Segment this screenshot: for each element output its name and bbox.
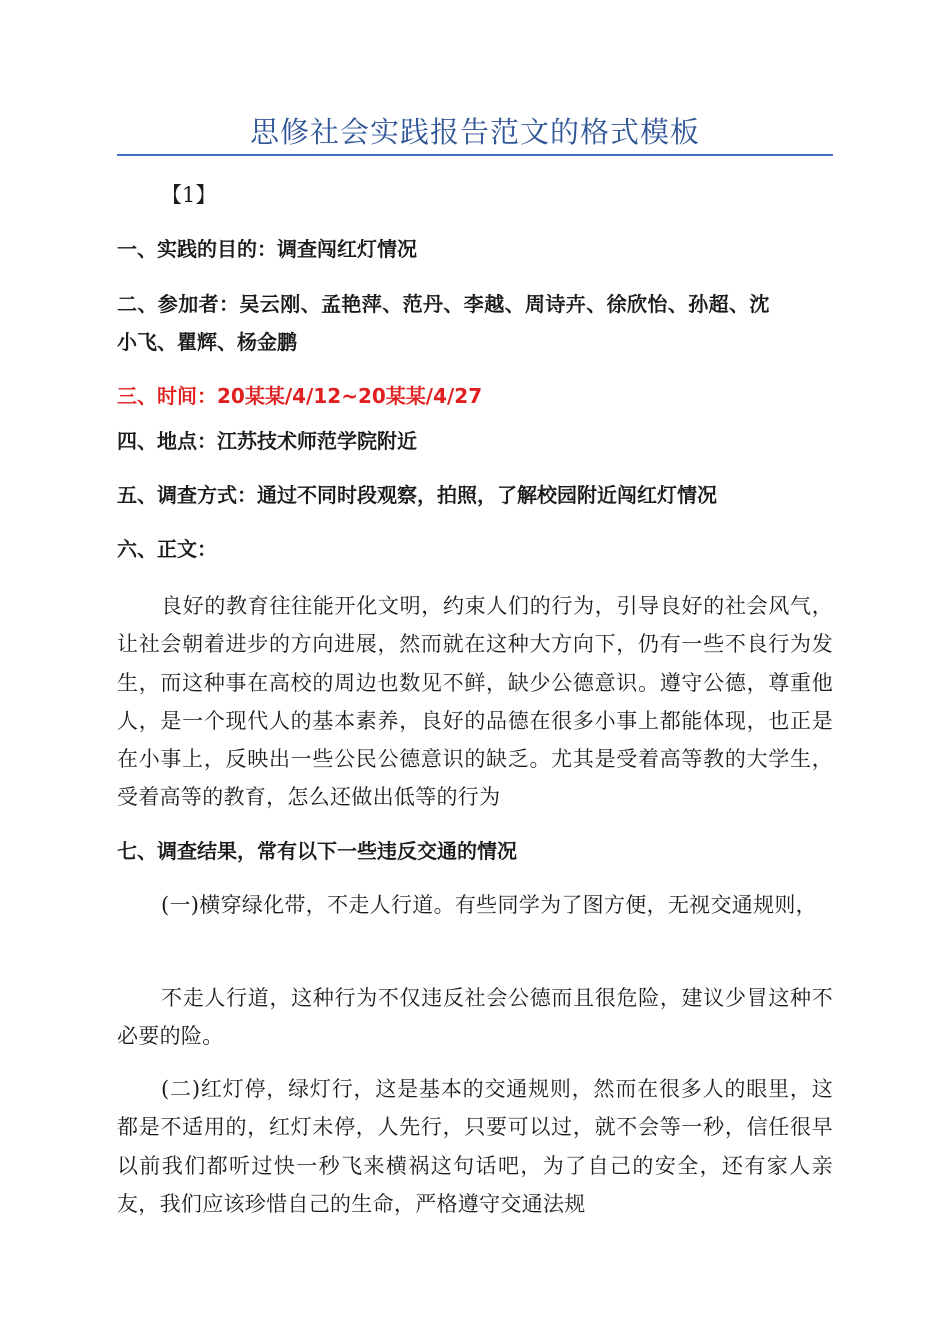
paragraph-result-1: (一)横穿绿化带，不走人行道。有些同学为了图方便，无视交通规则， xyxy=(161,893,817,917)
item-time: 三、时间：20某某/4/12~20某某/4/27 xyxy=(117,384,483,408)
item-method: 五、调查方式：通过不同时段观察，拍照，了解校园附近闯红灯情况 xyxy=(117,483,717,507)
paragraph-intro: 良好的教育往往能开化文明，约束人们的行为，引导良好的社会风气，让社会朝着进步的方向进展，然而就在这种大方向下，仍有一些不良行为发生，而这种事在高校的周边也数见不鲜，缺少公德意识。遵守公德，尊重他人，是一个现代人的基本素养，良好的品德在很多小事上都能体现，也正是在小事上，反映出一些公民公德意识的缺乏。尤其是受着高等教的大学生，受着高等的教育，怎么还做出低等的行为 xyxy=(117,594,833,810)
item-purpose: 一、实践的目的：调查闯红灯情况 xyxy=(117,237,417,261)
title-underline xyxy=(117,154,833,156)
item-results-heading: 七、调查结果，常有以下一些违反交通的情况 xyxy=(117,839,517,863)
paragraph-result-2: (二)红灯停，绿灯行，这是基本的交通规则，然而在很多人的眼里，这都是不适用的，红灯未停，人先行，只要可以过，就不会等一秒，信任很早以前我们都听过快一秒飞来横祸这句话吧，为了自己的安全，还有家人亲友，我们应该珍惜自己的生命，严格遵守交通法规 xyxy=(117,1077,833,1216)
section-marker: 【1】 xyxy=(161,183,217,207)
paragraph-result-1-continued: 不走人行道，这种行为不仅违反社会公德而且很危险，建议少冒这种不必要的险。 xyxy=(117,986,833,1049)
item-participants-line2: 小飞、瞿辉、杨金鹏 xyxy=(117,330,297,354)
document-title: 思修社会实践报告范文的格式模板 xyxy=(249,115,700,149)
item-body-heading: 六、正文： xyxy=(117,537,217,561)
item-location: 四、地点：江苏技术师范学院附近 xyxy=(117,429,417,453)
item-participants-line1: 二、参加者：吴云刚、孟艳萍、范丹、李越、周诗卉、徐欣怡、孙超、沈 xyxy=(117,292,770,316)
